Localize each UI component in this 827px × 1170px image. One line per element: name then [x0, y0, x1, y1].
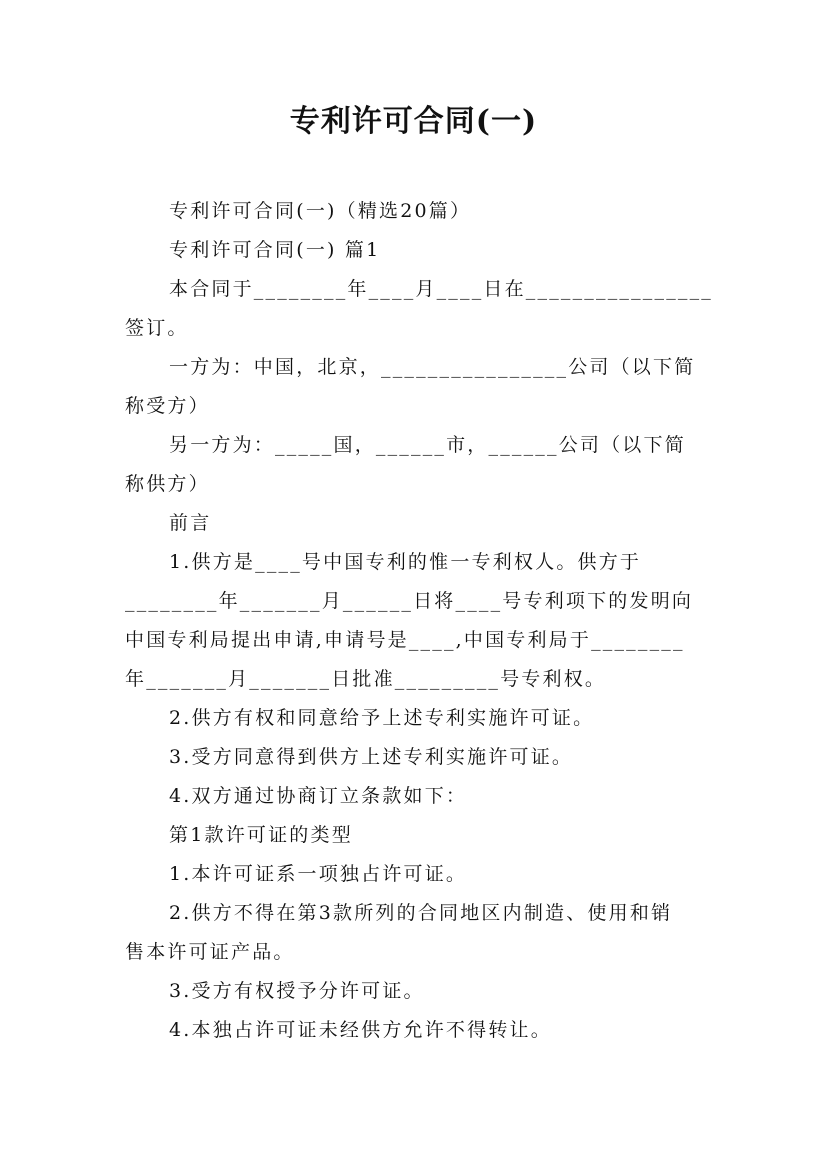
- paragraph-line: 称供方）: [125, 473, 210, 495]
- paragraph-line: 4.本独占许可证未经供方允许不得转让。: [169, 1019, 552, 1041]
- paragraph-line: 4.双方通过协商订立条款如下：: [169, 785, 468, 807]
- paragraph-line: 2.供方不得在第3款所列的合同地区内制造、使用和销: [169, 902, 673, 924]
- paragraph-line: 1.供方是____号中国专利的惟一专利权人。供方于: [169, 551, 642, 573]
- paragraph-line: 中国专利局提出申请,申请号是____,中国专利局于________: [125, 629, 685, 651]
- document-title: 专利许可合同(一): [289, 104, 538, 139]
- paragraph-line: 3.受方有权授予分许可证。: [169, 980, 425, 1002]
- paragraph-line: 2.供方有权和同意给予上述专利实施许可证。: [169, 707, 595, 729]
- paragraph-line: 本合同于________年____月____日在________________: [169, 278, 714, 300]
- paragraph-line: 一方为：中国，北京，________________公司（以下简: [169, 356, 696, 378]
- section-heading: 前言: [169, 512, 212, 534]
- paragraph-line: 3.受方同意得到供方上述专利实施许可证。: [169, 746, 574, 768]
- paragraph-line: 售本许可证产品。: [125, 941, 295, 963]
- paragraph-line: 年_______月_______日批准_________号专利权。: [125, 668, 607, 690]
- paragraph-line: ________年_______月______日将____号专利项下的发明向: [125, 590, 694, 612]
- section-heading: 第1款许可证的类型: [169, 824, 353, 846]
- paragraph-line: 1.本许可证系一项独占许可证。: [169, 863, 468, 885]
- paragraph-line: 另一方为：_____国，______市，______公司（以下简: [169, 434, 686, 456]
- paragraph-line: 签订。: [125, 317, 189, 339]
- paragraph-line: 专利许可合同(一)（精选20篇）: [169, 200, 472, 222]
- paragraph-line: 专利许可合同(一) 篇1: [169, 239, 381, 261]
- paragraph-line: 称受方）: [125, 395, 210, 417]
